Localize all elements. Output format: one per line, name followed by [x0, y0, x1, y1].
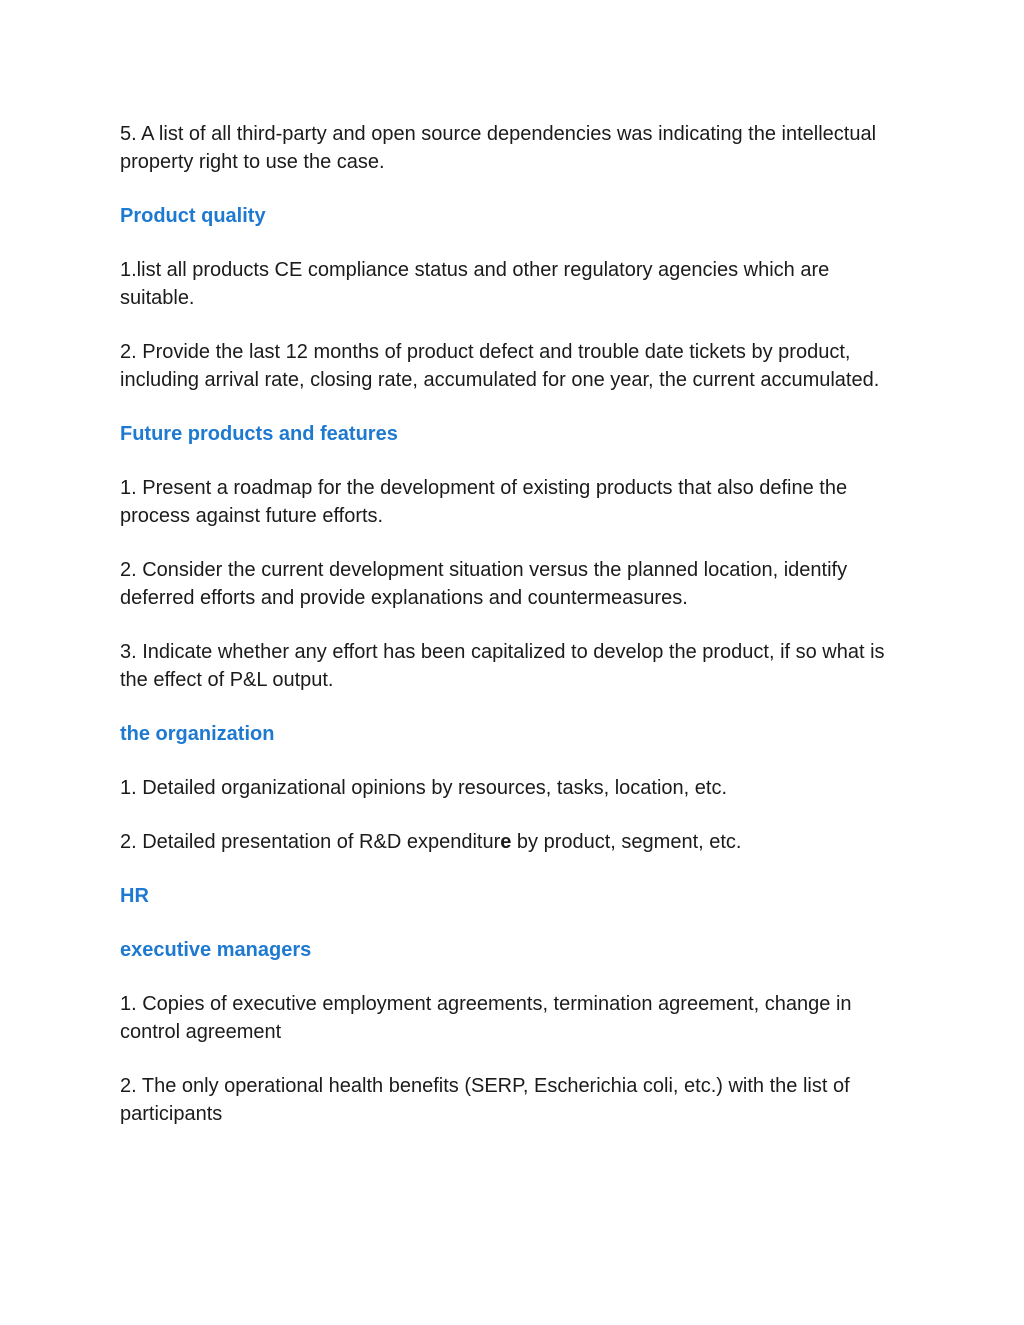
text-run: by product, segment, etc.	[511, 831, 742, 853]
text-run: 2. Provide the last 12 months of product defect and trouble date tickets by product, including arrival rate, closing rate, accumulated for one year, the current accumulated.	[120, 341, 880, 391]
section-heading	[120, 420, 898, 448]
section-heading	[120, 936, 898, 964]
text-run: 1.list all products CE compliance status and other regulatory agencies which are suitable.	[120, 259, 830, 309]
text-run: Future products and features	[120, 423, 398, 445]
text-run: executive managers	[120, 939, 312, 961]
section-heading	[120, 202, 898, 230]
text-run: the organization	[120, 723, 275, 745]
text-run: Product quality	[120, 205, 266, 227]
text-run: 1. Present a roadmap for the development of existing products that also define the process against future efforts.	[120, 477, 848, 527]
body-paragraph	[120, 120, 898, 176]
section-heading	[120, 882, 898, 910]
section-heading	[120, 720, 898, 748]
body-paragraph	[120, 1072, 898, 1128]
text-run: 1. Copies of executive employment agreements, termination agreement, change in control agreement	[120, 993, 852, 1043]
text-run: 2. Detailed presentation of R&D expenditur	[120, 831, 501, 853]
body-paragraph	[120, 474, 898, 530]
body-paragraph	[120, 256, 898, 312]
body-paragraph	[120, 774, 898, 802]
body-paragraph	[120, 990, 898, 1046]
text-run: 2. The only operational health benefits (SERP, Escherichia coli, etc.) with the list of participants	[120, 1075, 850, 1125]
text-run: 5. A list of all third-party and open source dependencies was indicating the intellectual property right to use the case.	[120, 123, 877, 173]
text-run: 2. Consider the current development situation versus the planned location, identify deferred efforts and provide explanations and countermeasures.	[120, 559, 848, 609]
body-paragraph	[120, 828, 898, 856]
text-run: HR	[120, 885, 149, 907]
bold-text-run: e	[500, 831, 512, 853]
body-paragraph	[120, 338, 898, 394]
document-content	[120, 120, 898, 1154]
body-paragraph	[120, 556, 898, 612]
text-run: 1. Detailed organizational opinions by resources, tasks, location, etc.	[120, 777, 728, 799]
body-paragraph	[120, 638, 898, 694]
text-run: 3. Indicate whether any effort has been capitalized to develop the product, if so what is the effect of P&L output.	[120, 641, 885, 691]
